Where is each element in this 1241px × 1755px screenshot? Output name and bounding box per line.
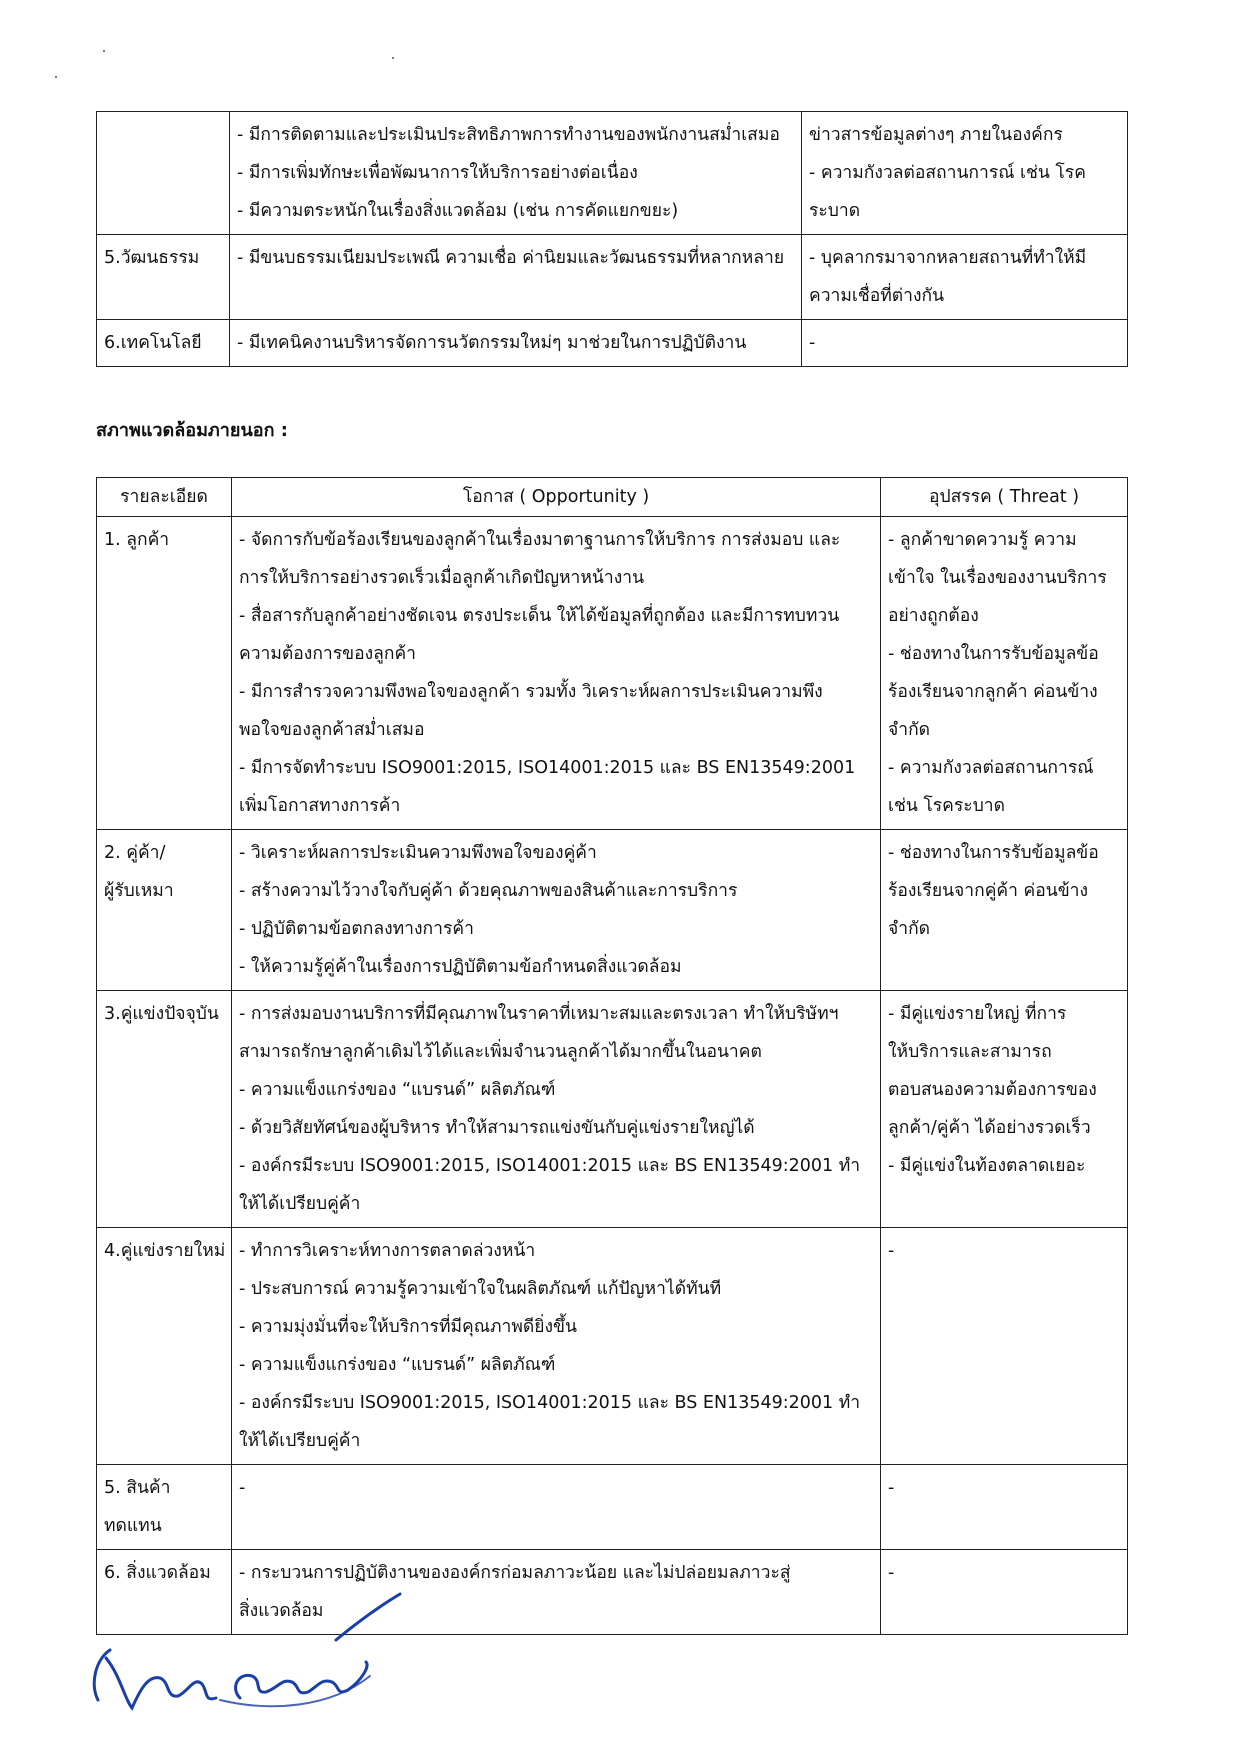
opportunity-cell-line: - ปฏิบัติตามข้อตกลงทางการค้า [239, 919, 474, 939]
threat-cell-line: ให้บริการและสามารถ [888, 1042, 1052, 1062]
opportunity-cell-line: - วิเคราะห์ผลการประเมินความพึงพอใจของคู่ค้า [239, 843, 597, 863]
row-label-line: 2. คู่ค้า/ [104, 843, 166, 863]
threat-cell-line: จำกัด [888, 720, 931, 740]
row-label-line: 5. สินค้า [104, 1478, 171, 1498]
threat-cell [881, 517, 1128, 830]
opportunity-cell [232, 830, 881, 991]
threat-cell-line: ร้องเรียนจากคู่ค้า ค่อนข้าง [888, 881, 1089, 901]
table-row [97, 320, 1128, 367]
opportunity-cell-line: - ให้ความรู้คู่ค้าในเรื่องการปฏิบัติตามข้อกำหนดสิ่งแวดล้อม [239, 957, 682, 977]
row-label: 6.เทคโนโลยี [97, 320, 230, 367]
opportunity-cell-line: พอใจของลูกค้าสม่ำเสมอ [239, 720, 425, 740]
opportunity-cell-line: ให้ได้เปรียบคู่ค้า [239, 1431, 361, 1451]
opportunity-cell-line: เพิ่มโอกาสทางการค้า [239, 796, 401, 816]
internal-cell [230, 235, 802, 320]
opportunity-cell-line: - ด้วยวิสัยทัศน์ของผู้บริหาร ทำให้สามารถแข่งขันกับคู่แข่งรายใหญ่ได้ [239, 1118, 755, 1138]
scan-speck [103, 50, 105, 52]
external-cell [802, 235, 1128, 320]
threat-cell-line: - [888, 1478, 895, 1498]
external-environment-heading: สภาพแวดล้อมภายนอก : [96, 420, 288, 441]
threat-cell-line: เข้าใจ ในเรื่องของงานบริการ [888, 568, 1107, 588]
opportunity-cell-line: - ความแข็งแกร่งของ “แบรนด์” ผลิตภัณฑ์ [239, 1080, 556, 1100]
table-row [97, 235, 1128, 320]
opportunity-cell-line: - องค์กรมีระบบ ISO9001:2015, ISO14001:2015 และ BS EN13549:2001 ทำ [239, 1156, 861, 1176]
threat-cell [881, 1228, 1128, 1465]
opportunity-cell-line: - องค์กรมีระบบ ISO9001:2015, ISO14001:2015 และ BS EN13549:2001 ทำ [239, 1393, 861, 1413]
opportunity-cell-line: - จัดการกับข้อร้องเรียนของลูกค้าในเรื่องมาตาฐานการให้บริการ การส่งมอบ และ [239, 530, 841, 550]
internal-cell-line: - มีความตระหนักในเรื่องสิ่งแวดล้อม (เช่น การคัดแยกขยะ) [237, 201, 679, 221]
opportunity-cell [232, 1228, 881, 1465]
opportunity-cell-line: - สื่อสารกับลูกค้าอย่างชัดเจน ตรงประเด็น ให้ได้ข้อมูลที่ถูกต้อง และมีการทบทวน [239, 606, 840, 626]
external-environment-table [96, 477, 1128, 1635]
opportunity-cell-line: - สร้างความไว้วางใจกับคู่ค้า ด้วยคุณภาพของสินค้าและการบริการ [239, 881, 738, 901]
opportunity-cell-line: - ประสบการณ์ ความรู้ความเข้าใจในผลิตภัณฑ์ แก้ปัญหาได้ทันที [239, 1279, 722, 1299]
threat-cell-line: - ความกังวลต่อสถานการณ์ [888, 758, 1094, 778]
threat-cell-line: - มีคู่แข่งรายใหญ่ ที่การ [888, 1004, 1067, 1024]
table-row [97, 830, 1128, 991]
header-detail: รายละเอียด [97, 478, 232, 517]
external-cell [802, 112, 1128, 235]
opportunity-cell [232, 517, 881, 830]
opportunity-cell-line: สามารถรักษาลูกค้าเดิมไว้ได้และเพิ่มจำนวนลูกค้าได้มากขึ้นในอนาคต [239, 1042, 762, 1062]
external-cell [802, 320, 1128, 367]
internal-cell-line: - มีขนบธรรมเนียมประเพณี ความเชื่อ ค่านิยมและวัฒนธรรมที่หลากหลาย [237, 248, 785, 268]
threat-cell-line: เช่น โรคระบาด [888, 796, 1005, 816]
header-threat: อุปสรรค ( Threat ) [881, 478, 1128, 517]
opportunity-cell-line: - [239, 1478, 246, 1498]
handwritten-signature [70, 1580, 410, 1730]
opportunity-cell-line: - มีการจัดทำระบบ ISO9001:2015, ISO14001:2015 และ BS EN13549:2001 [239, 758, 856, 778]
row-label-line: 4.คู่แข่งรายใหม่ [104, 1241, 226, 1261]
internal-cell-line: - มีการเพิ่มทักษะเพื่อพัฒนาการให้บริการอย่างต่อเนื่อง [237, 163, 638, 183]
opportunity-cell-line: การให้บริการอย่างรวดเร็วเมื่อลูกค้าเกิดปัญหาหน้างาน [239, 568, 645, 588]
row-label-line: 6. สิ่งแวดล้อม [104, 1563, 211, 1583]
opportunity-cell-line: - การส่งมอบงานบริการที่มีคุณภาพในราคาที่เหมาะสมและตรงเวลา ทำให้บริษัทฯ [239, 1004, 839, 1024]
threat-cell-line: - ช่องทางในการรับข้อมูลข้อ [888, 843, 1099, 863]
table-row [97, 1228, 1128, 1465]
external-cell-line: ระบาด [809, 201, 861, 221]
opportunity-cell [232, 1465, 881, 1550]
row-label-line: ผู้รับเหมา [104, 881, 174, 901]
internal-cell-line: - มีเทคนิคงานบริหารจัดการนวัตกรรมใหม่ๆ มาช่วยในการปฏิบัติงาน [237, 333, 747, 353]
row-label [97, 112, 230, 235]
threat-cell-line: ลูกค้า/คู่ค้า ได้อย่างรวดเร็ว [888, 1118, 1091, 1138]
scan-speck [55, 76, 57, 78]
row-label [97, 1465, 232, 1550]
threat-cell-line: - ลูกค้าขาดความรู้ ความ [888, 530, 1077, 550]
row-label [97, 1228, 232, 1465]
threat-cell [881, 1465, 1128, 1550]
external-cell-line: - ความกังวลต่อสถานการณ์ เช่น โรค [809, 163, 1086, 183]
row-label [97, 991, 232, 1228]
table-row [97, 112, 1128, 235]
row-label-line: ทดแทน [104, 1516, 162, 1536]
opportunity-cell-line: - ทำการวิเคราะห์ทางการตลาดล่วงหน้า [239, 1241, 536, 1261]
threat-cell-line: - [888, 1241, 895, 1261]
header-opportunity: โอกาส ( Opportunity ) [232, 478, 881, 517]
threat-cell-line: - [888, 1563, 895, 1583]
threat-cell-line: - ช่องทางในการรับข้อมูลข้อ [888, 644, 1099, 664]
external-cell-line: ความเชื่อที่ต่างกัน [809, 286, 945, 306]
opportunity-cell [232, 991, 881, 1228]
opportunity-cell-line: ความต้องการของลูกค้า [239, 644, 417, 664]
internal-cell [230, 320, 802, 367]
opportunity-cell-line: ให้ได้เปรียบคู่ค้า [239, 1194, 361, 1214]
opportunity-cell-line: - มีการสำรวจความพึงพอใจของลูกค้า รวมทั้ง วิเคราะห์ผลการประเมินความพึง [239, 682, 823, 702]
table-row [97, 1465, 1128, 1550]
external-cell-line: - [809, 333, 816, 353]
threat-cell-line: ร้องเรียนจากลูกค้า ค่อนข้าง [888, 682, 1098, 702]
threat-cell-line: จำกัด [888, 919, 931, 939]
opportunity-cell-line: - ความมุ่งมั่นที่จะให้บริการที่มีคุณภาพดียิ่งขึ้น [239, 1317, 577, 1337]
row-label-line: 3.คู่แข่งปัจจุบัน [104, 1004, 219, 1024]
external-cell-line: ข่าวสารข้อมูลต่างๆ ภายในองค์กร [809, 125, 1063, 145]
opportunity-cell-line: - ความแข็งแกร่งของ “แบรนด์” ผลิตภัณฑ์ [239, 1355, 556, 1375]
row-label [97, 830, 232, 991]
external-cell-line: - บุคลากรมาจากหลายสถานที่ทำให้มี [809, 248, 1087, 268]
threat-cell [881, 1550, 1128, 1635]
threat-cell-line: ตอบสนองความต้องการของ [888, 1080, 1097, 1100]
threat-cell-line: - มีคู่แข่งในท้องตลาดเยอะ [888, 1156, 1086, 1176]
scan-speck [392, 57, 394, 59]
row-label: 5.วัฒนธรรม [97, 235, 230, 320]
opportunity-cell-line: สิ่งแวดล้อม [239, 1601, 324, 1621]
internal-environment-table-continued [96, 111, 1128, 367]
internal-cell [230, 112, 802, 235]
table-row [97, 991, 1128, 1228]
table-row [97, 517, 1128, 830]
row-label [97, 517, 232, 830]
threat-cell [881, 991, 1128, 1228]
table-header-row [97, 478, 1128, 517]
threat-cell [881, 830, 1128, 991]
threat-cell-line: อย่างถูกต้อง [888, 606, 979, 626]
internal-cell-line: - มีการติดตามและประเมินประสิทธิภาพการทำงานของพนักงานสม่ำเสมอ [237, 125, 780, 145]
opportunity-cell-line: - กระบวนการปฏิบัติงานขององค์กรก่อมลภาวะน้อย และไม่ปล่อยมลภาวะสู่ [239, 1563, 791, 1583]
row-label-line: 1. ลูกค้า [104, 530, 170, 550]
